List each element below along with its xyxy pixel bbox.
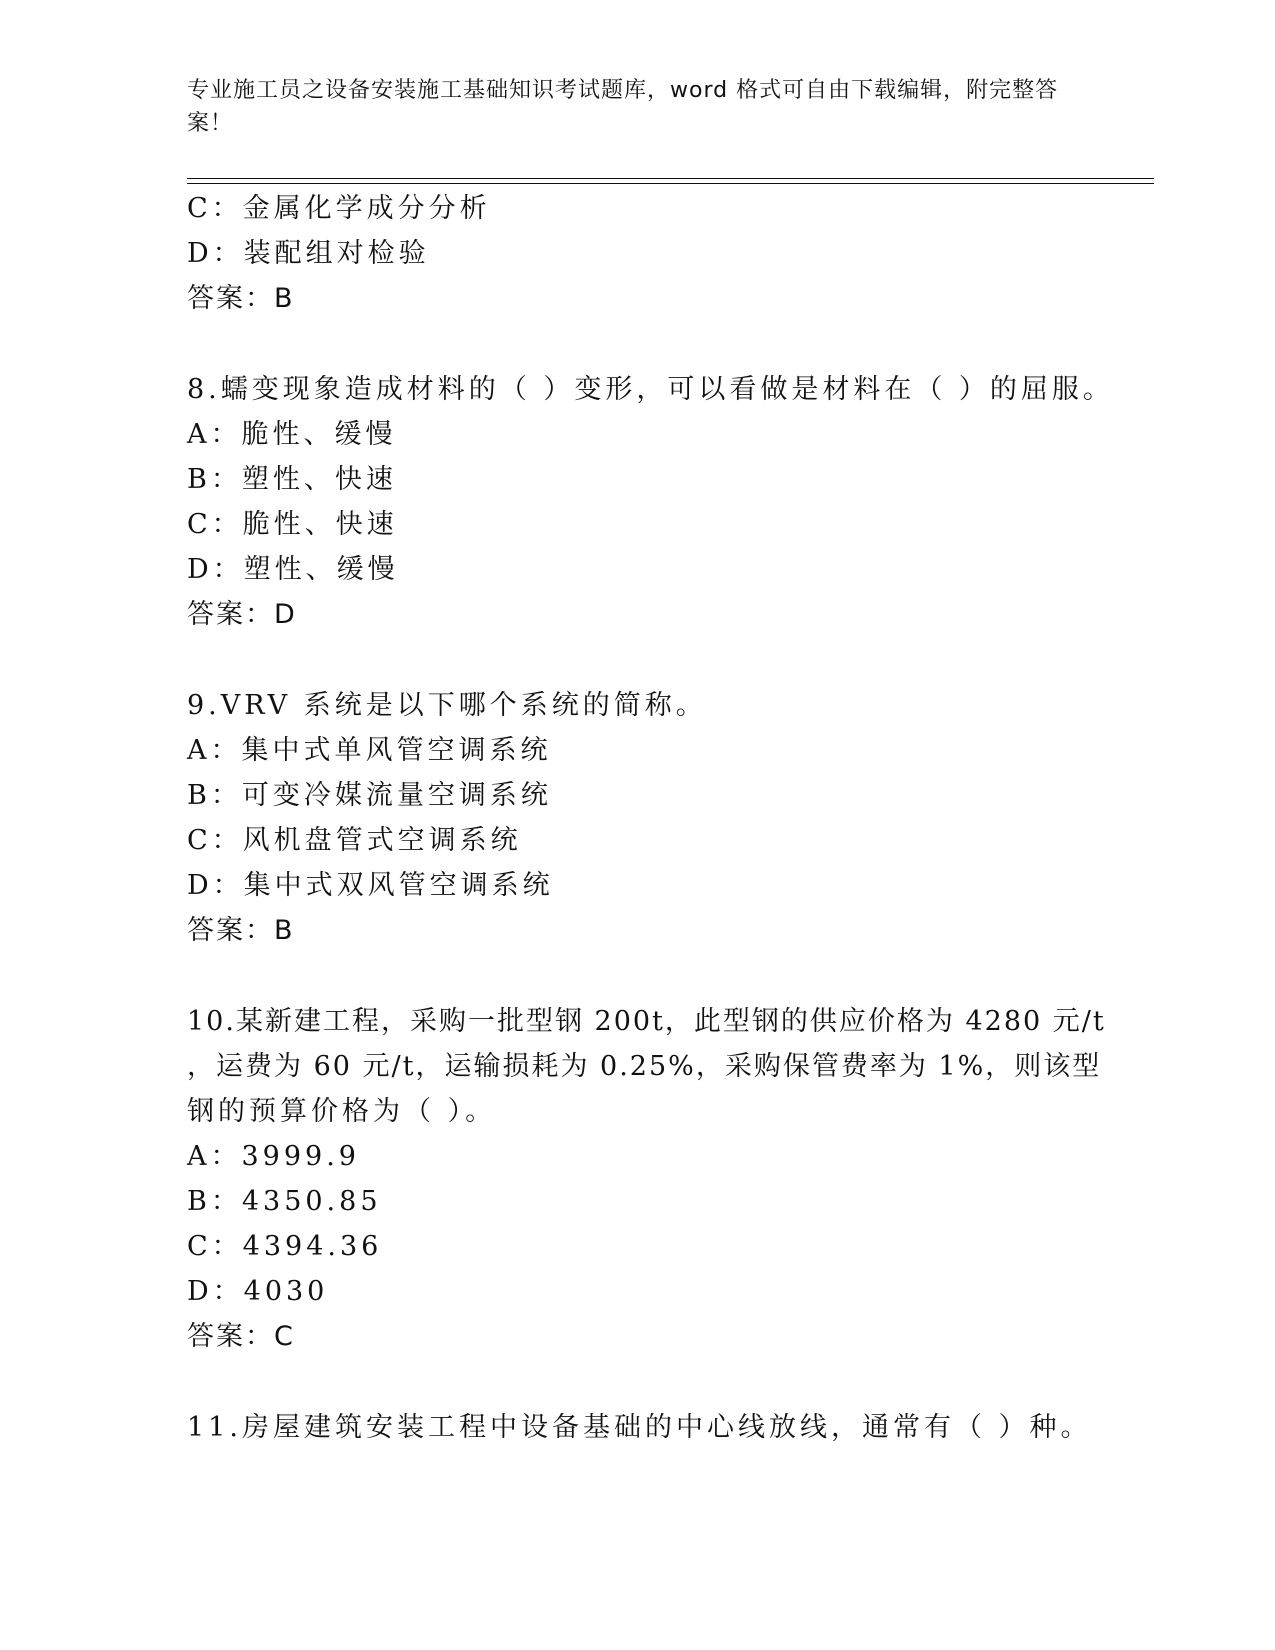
header-divider-top bbox=[187, 178, 1154, 179]
q10-option-b: B：4350.85 bbox=[187, 1186, 382, 1217]
q9-option-c: C：风机盘管式空调系统 bbox=[187, 825, 522, 856]
document-header: 专业施工员之设备安装施工基础知识考试题库，word 格式可自由下载编辑，附完整答案！ bbox=[187, 78, 1059, 136]
q10-question-line1: 10.某新建工程，采购一批型钢 200t，此型钢的供应价格为 4280 元/t bbox=[187, 1006, 1106, 1037]
q10-question-line3: 钢的预算价格为（ ）。 bbox=[187, 1096, 497, 1127]
q7-answer: 答案：B bbox=[187, 283, 295, 314]
q8-option-b: B：塑性、快速 bbox=[187, 464, 397, 495]
q9-option-b: B：可变冷媒流量空调系统 bbox=[187, 780, 552, 811]
q10-question-line2: ，运费为 60 元/t，运输损耗为 0.25%，采购保管费率为 1%，则该型 bbox=[187, 1051, 1102, 1082]
q8-question: 8.蠕变现象造成材料的（ ）变形，可以看做是材料在（ ）的屈服。 bbox=[187, 374, 1114, 405]
q11-question: 11.房屋建筑安装工程中设备基础的中心线放线，通常有（ ）种。 bbox=[187, 1412, 1092, 1443]
q8-option-c: C：脆性、快速 bbox=[187, 509, 398, 540]
q10-option-a: A：3999.9 bbox=[187, 1141, 360, 1172]
q10-option-c: C：4394.36 bbox=[187, 1231, 383, 1262]
q9-answer: 答案：B bbox=[187, 915, 295, 946]
q10-option-d: D：4030 bbox=[187, 1276, 329, 1307]
q8-answer: 答案：D bbox=[187, 599, 297, 630]
q9-question: 9.VRV 系统是以下哪个系统的简称。 bbox=[187, 690, 707, 721]
q8-option-d: D：塑性、缓慢 bbox=[187, 554, 399, 585]
header-divider-bottom bbox=[187, 183, 1154, 184]
q10-answer: 答案：C bbox=[187, 1321, 295, 1352]
q7-option-c: C：金属化学成分分析 bbox=[187, 193, 491, 224]
q9-option-d: D：集中式双风管空调系统 bbox=[187, 870, 554, 901]
q8-option-a: A：脆性、缓慢 bbox=[187, 419, 397, 450]
q7-option-d: D：装配组对检验 bbox=[187, 238, 430, 269]
q9-option-a: A：集中式单风管空调系统 bbox=[187, 735, 552, 766]
